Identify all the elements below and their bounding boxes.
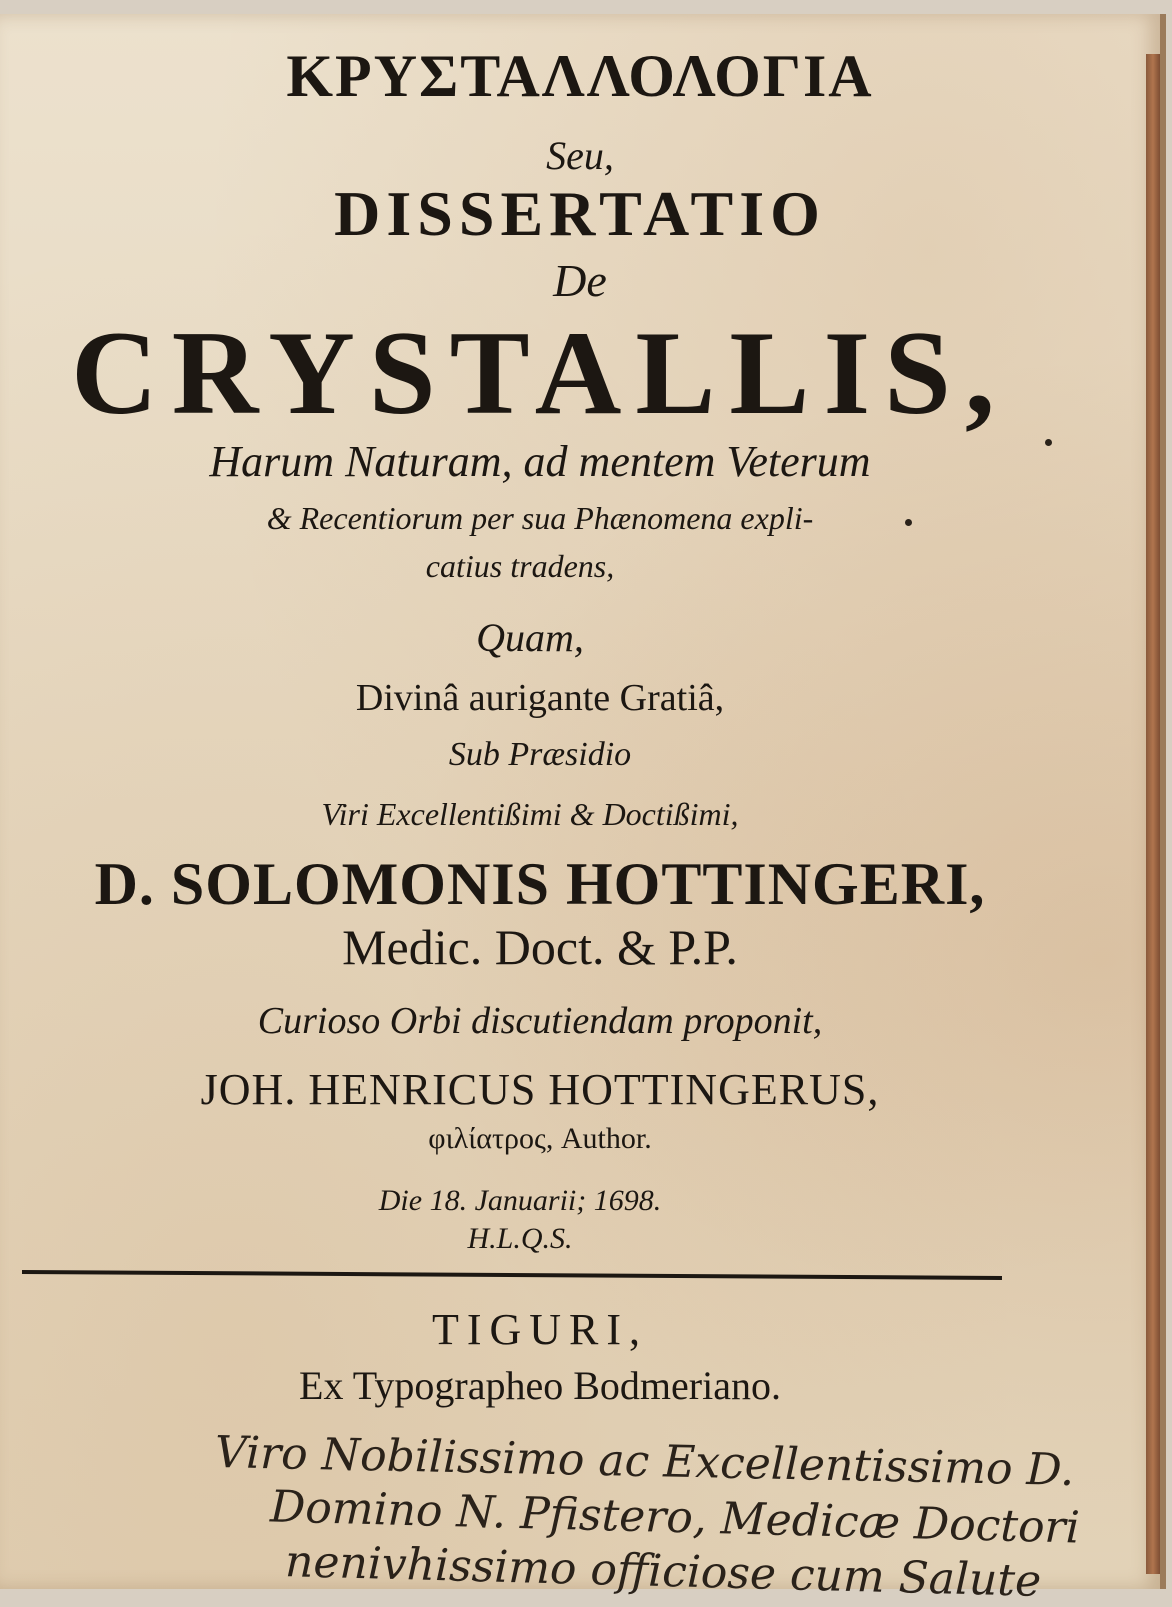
handwritten-inscription-line-3: nenivhissimo officiose cum Salute xyxy=(284,1536,1042,1607)
ink-spot xyxy=(905,519,912,526)
author-name: JOH. HENRICUS HOTTINGERUS, xyxy=(200,1065,880,1114)
subtitle-line-1: Harum Naturam, ad mentem Veterum xyxy=(209,437,871,486)
subtitle-line-3: catius tradens, xyxy=(425,548,615,584)
crystallis-heading: CRYSTALLIS, xyxy=(71,306,1009,439)
handwritten-inscription-line-1: Viro Nobilissimo ac Excellentissimo D. xyxy=(214,1427,1075,1496)
quam-line: Quam, xyxy=(476,615,584,660)
horizontal-rule xyxy=(22,1270,1002,1280)
imprint-city: TIGURI, xyxy=(431,1305,649,1354)
de-line: De xyxy=(553,255,607,306)
author-role: φιλίατρος, Author. xyxy=(428,1122,652,1155)
dissertatio-heading: DISSERTATIO xyxy=(334,178,826,249)
praeses-name: D. SOLOMONIS HOTTINGERI, xyxy=(94,851,986,917)
ink-spot xyxy=(1045,439,1052,446)
sub-praesidio-line: Sub Præsidio xyxy=(448,736,632,773)
divina-line: Divinâ aurigante Gratiâ, xyxy=(355,677,725,719)
hlqs-line: H.L.Q.S. xyxy=(467,1222,573,1255)
imprint-press: Ex Typographeo Bodmeriano. xyxy=(299,1363,781,1408)
handwritten-inscription-line-2: Domino N. Pfistero, Medicæ Doctori xyxy=(269,1481,1081,1554)
seu-line: Seu, xyxy=(546,133,614,178)
curioso-line: Curioso Orbi discutiendam proponit, xyxy=(257,1000,823,1042)
praeses-title: Medic. Doct. & P.P. xyxy=(342,919,738,975)
title-page xyxy=(0,14,1166,1607)
greek-title: ΚΡΥΣΤΑΛΛΟΛΟΓΙΑ xyxy=(286,43,874,109)
subtitle-line-2: & Recentiorum per sua Phænomena expli- xyxy=(266,500,814,536)
date-line: Die 18. Januarii; 1698. xyxy=(378,1184,662,1217)
viri-line: Viri Excellentißimi & Doctißimi, xyxy=(321,796,739,832)
